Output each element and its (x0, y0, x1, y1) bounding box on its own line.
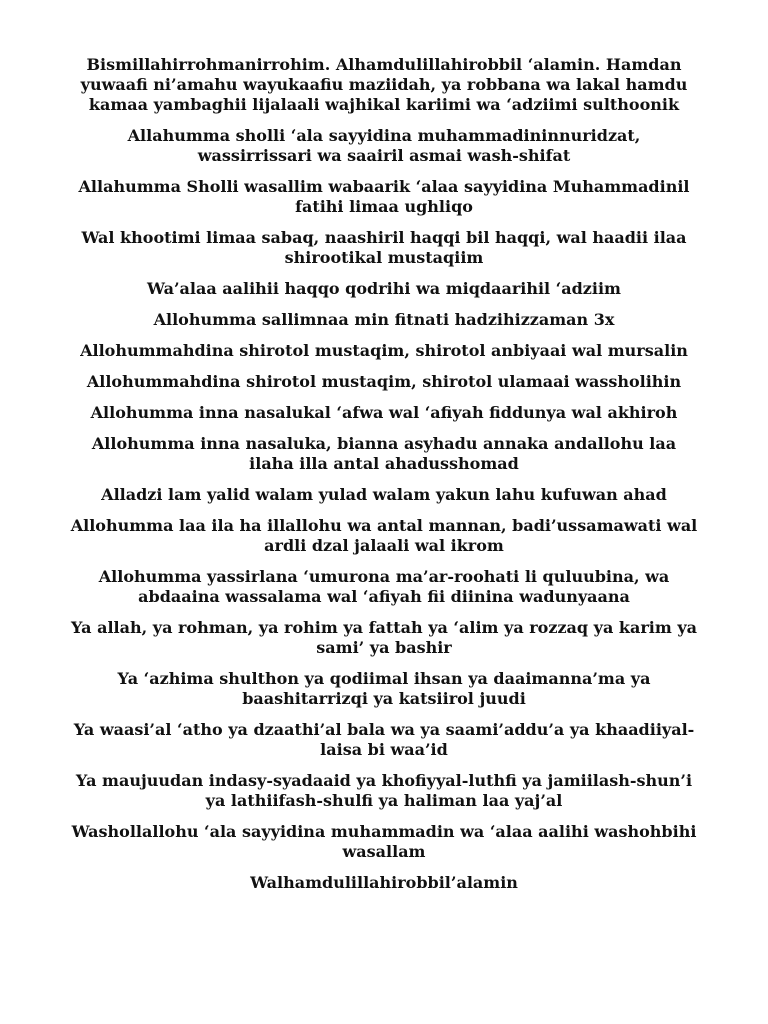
paragraph: Allahumma Sholli wasallim wabaarik ‘alaa sayyidina Muhammadinil fatihi limaa ughliqo (78, 177, 690, 216)
paragraph: Ya maujuudan indasy-syadaaid ya khofiyyal-luthfi ya jamiilash-shun’i ya lathiifash-shulfi ya haliman laa yaj’al (75, 771, 693, 810)
paragraph: Allohumma laa ila ha illallohu wa antal mannan, badi’ussamawati wal ardli dzal jalaali wal ikrom (70, 516, 698, 555)
paragraph-opening: Bismillahirrohmanirrohim. Alhamdulillahirobbil ‘alamin. Hamdan yuwaafi ni’amahu wayukaafiu maziidah, ya robbana wa lakal hamdu kamaa yambaghii lijalaali wajhikal kariimi wa ‘adziimi sulthoonik (80, 55, 688, 114)
paragraph: Allohummahdina shirotol mustaqim, shirotol anbiyaai wal mursalin (80, 341, 688, 360)
paragraph: Allohumma inna nasaluka, bianna asyhadu annaka andallohu laa ilaha illa antal ahadusshomad (91, 434, 677, 473)
paragraph: Ya allah, ya rohman, ya rohim ya fattah ya ‘alim ya rozzaq ya karim ya sami’ ya bashir (70, 618, 698, 657)
paragraph: Allohumma yassirlana ‘umurona ma’ar-roohati li quluubina, wa abdaaina wassalama wal ‘afiyah fii diinina wadunyaana (98, 567, 670, 606)
paragraph-closing: Walhamdulillahirobbil’alamin (250, 873, 518, 892)
paragraph: Allohumma inna nasalukal ‘afwa wal ‘afiyah fiddunya wal akhiroh (90, 403, 678, 422)
paragraph: Allohumma sallimnaa min fitnati hadzihizzaman 3x (153, 310, 615, 329)
paragraph: Ya waasi’al ‘atho ya dzaathi’al bala wa ya saami’addu’a ya khaadiiyal-laisa bi waa’id (73, 720, 695, 759)
paragraph: Allahumma sholli ‘ala sayyidina muhammadininnuridzat, wassirrissari wa saairil asmai wash-shifat (127, 126, 641, 165)
paragraph: Ya ‘azhima shulthon ya qodiimal ihsan ya daaimanna’ma ya baashitarrizqi ya katsiirol juudi (117, 669, 651, 708)
paragraph: Washollallohu ‘ala sayyidina muhammadin wa ‘alaa aalihi washohbihi wasallam (71, 822, 697, 861)
paragraph: Alladzi lam yalid walam yulad walam yakun lahu kufuwan ahad (101, 485, 667, 504)
prayer-text-body (70, 55, 698, 904)
paragraph: Wa’alaa aalihii haqqo qodrihi wa miqdaarihil ‘adziim (147, 279, 621, 298)
paragraph: Wal khootimi limaa sabaq, naashiril haqqi bil haqqi, wal haadii ilaa shirootikal mustaqiim (81, 228, 687, 267)
paragraph: Allohummahdina shirotol mustaqim, shirotol ulamaai wassholihin (86, 372, 682, 391)
